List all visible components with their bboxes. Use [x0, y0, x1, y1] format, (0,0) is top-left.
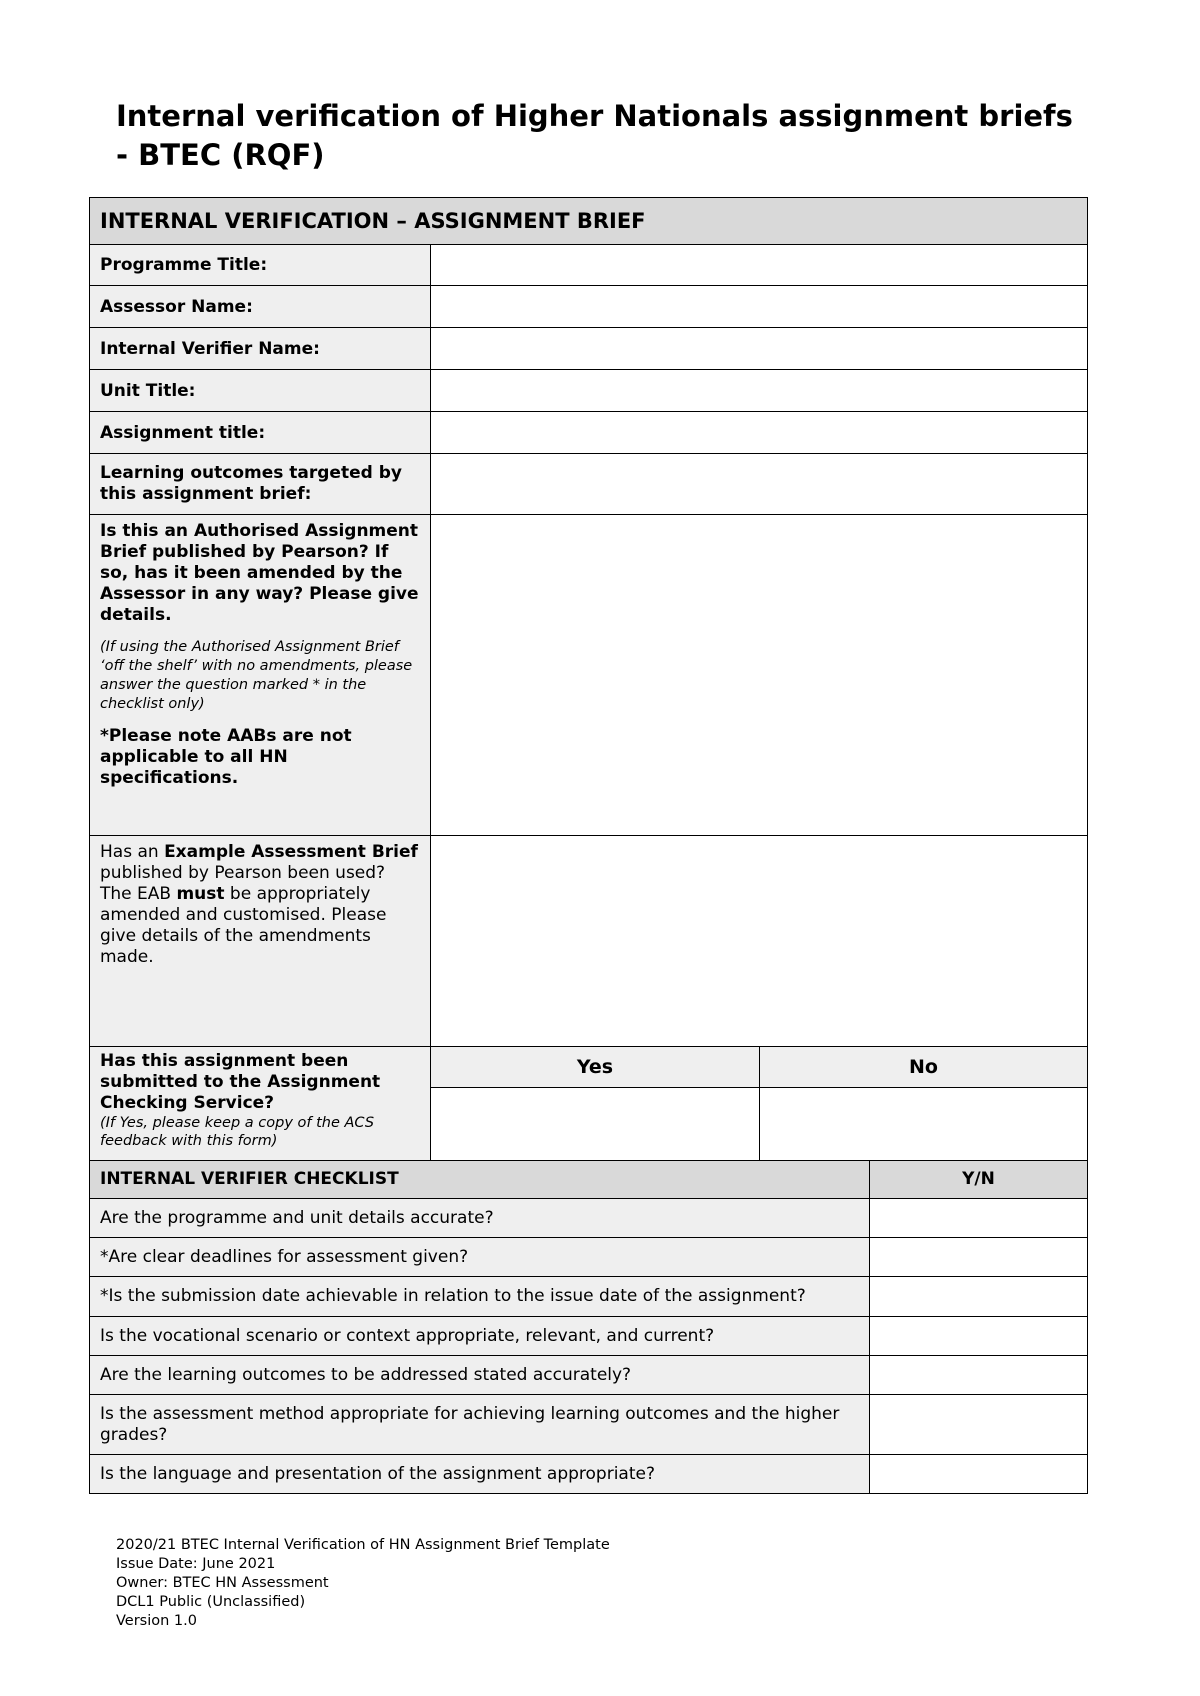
assessor-name-field[interactable]	[431, 286, 1088, 328]
checklist-question: *Is the submission date achievable in relation to the issue date of the assignment?	[90, 1277, 870, 1317]
programme-title-field[interactable]	[431, 245, 1088, 286]
page-title	[116, 97, 1116, 175]
field-label: Assessor Name:	[90, 286, 431, 328]
no-column-header: No	[760, 1047, 1088, 1088]
checklist-row	[90, 1238, 1088, 1277]
footer-version: Version 1.0	[116, 1613, 197, 1629]
field-row-assessor-name	[90, 286, 1088, 328]
internal-verifier-name-field[interactable]	[431, 328, 1088, 370]
checklist-header: INTERNAL VERIFIER CHECKLIST	[90, 1161, 870, 1199]
field-row-authorised-brief	[90, 515, 1088, 836]
assignment-brief-table	[89, 197, 1088, 1166]
field-label: Internal Verifier Name:	[90, 328, 431, 370]
brief-header: INTERNAL VERIFICATION – ASSIGNMENT BRIEF	[90, 198, 1088, 245]
example-brief-details-field[interactable]	[431, 836, 1088, 1047]
footer-owner: Owner: BTEC HN Assessment	[116, 1575, 329, 1591]
acs-note: (If Yes, please keep a copy of the ACS feedback with this form)	[100, 1115, 375, 1149]
field-row-example-brief	[90, 836, 1088, 1047]
acs-header-row	[90, 1047, 1088, 1088]
eab-text-suffix: be appropriately amended and customised. Please give details of the amendments made.	[100, 884, 387, 967]
aab-label-cell	[90, 515, 431, 836]
authorised-brief-details-field[interactable]	[431, 515, 1088, 836]
field-row-unit-title	[90, 370, 1088, 412]
brief-header-row	[90, 198, 1088, 245]
field-label: Programme Title:	[90, 245, 431, 286]
checklist-row	[90, 1455, 1088, 1494]
checklist-answer-field[interactable]	[870, 1317, 1088, 1356]
aab-question: Is this an Authorised Assignment Brief published by Pearson? If so, has it been amended by the Assessor in any way? Please give details.	[100, 521, 419, 625]
checklist-row	[90, 1199, 1088, 1238]
checklist-row	[90, 1277, 1088, 1317]
assignment-title-field[interactable]	[431, 412, 1088, 454]
checklist-question: Is the language and presentation of the assignment appropriate?	[90, 1455, 870, 1494]
checklist-header-row	[90, 1161, 1088, 1199]
verifier-checklist-table	[89, 1160, 1088, 1494]
acs-label-cell	[90, 1047, 431, 1166]
checklist-question: Are the learning outcomes to be addressed stated accurately?	[90, 1356, 870, 1395]
checklist-answer-field[interactable]	[870, 1455, 1088, 1494]
checklist-answer-field[interactable]	[870, 1395, 1088, 1455]
acs-yes-field[interactable]	[431, 1088, 760, 1166]
aab-warning: *Please note AABs are not applicable to all HN specifications.	[100, 726, 352, 788]
eab-text-mid: published by Pearson been used? The EAB	[100, 863, 386, 904]
field-row-learning-outcomes	[90, 454, 1088, 515]
page-title-line-2: - BTEC (RQF)	[116, 138, 325, 172]
checklist-question: Are the programme and unit details accurate?	[90, 1199, 870, 1238]
checklist-answer-field[interactable]	[870, 1356, 1088, 1395]
footer-classification: DCL1 Public (Unclassified)	[116, 1594, 306, 1610]
field-row-programme-title	[90, 245, 1088, 286]
acs-question: Has this assignment been submitted to the Assignment Checking Service?	[100, 1051, 381, 1113]
checklist-question: Is the assessment method appropriate for achieving learning outcomes and the higher grades?	[90, 1395, 870, 1455]
footer-issue-date: Issue Date: June 2021	[116, 1556, 276, 1572]
eab-text-prefix: Has an	[100, 842, 165, 862]
aab-note: (If using the Authorised Assignment Brief ‘off the shelf’ with no amendments, please answer the question marked * in the checklist only)	[100, 639, 413, 712]
yn-column-header: Y/N	[870, 1161, 1088, 1199]
eab-text-bold-2: must	[176, 884, 225, 904]
checklist-answer-field[interactable]	[870, 1199, 1088, 1238]
checklist-question: *Are clear deadlines for assessment given?	[90, 1238, 870, 1277]
field-row-assignment-title	[90, 412, 1088, 454]
eab-label-cell	[90, 836, 431, 1047]
unit-title-field[interactable]	[431, 370, 1088, 412]
checklist-row	[90, 1317, 1088, 1356]
eab-text-bold-1: Example Assessment Brief	[164, 842, 418, 862]
field-label: Unit Title:	[90, 370, 431, 412]
checklist-row	[90, 1395, 1088, 1455]
footer-template-name: 2020/21 BTEC Internal Verification of HN Assignment Brief Template	[116, 1537, 610, 1553]
yes-column-header: Yes	[431, 1047, 760, 1088]
checklist-row	[90, 1356, 1088, 1395]
page-title-line-1: Internal verification of Higher Nationals assignment briefs	[116, 99, 1073, 133]
learning-outcomes-field[interactable]	[431, 454, 1088, 515]
page-footer	[116, 1536, 610, 1631]
acs-no-field[interactable]	[760, 1088, 1088, 1166]
field-label: Assignment title:	[90, 412, 431, 454]
field-label: Learning outcomes targeted by this assignment brief:	[90, 454, 431, 515]
checklist-answer-field[interactable]	[870, 1277, 1088, 1317]
field-row-internal-verifier-name	[90, 328, 1088, 370]
checklist-question: Is the vocational scenario or context appropriate, relevant, and current?	[90, 1317, 870, 1356]
checklist-answer-field[interactable]	[870, 1238, 1088, 1277]
